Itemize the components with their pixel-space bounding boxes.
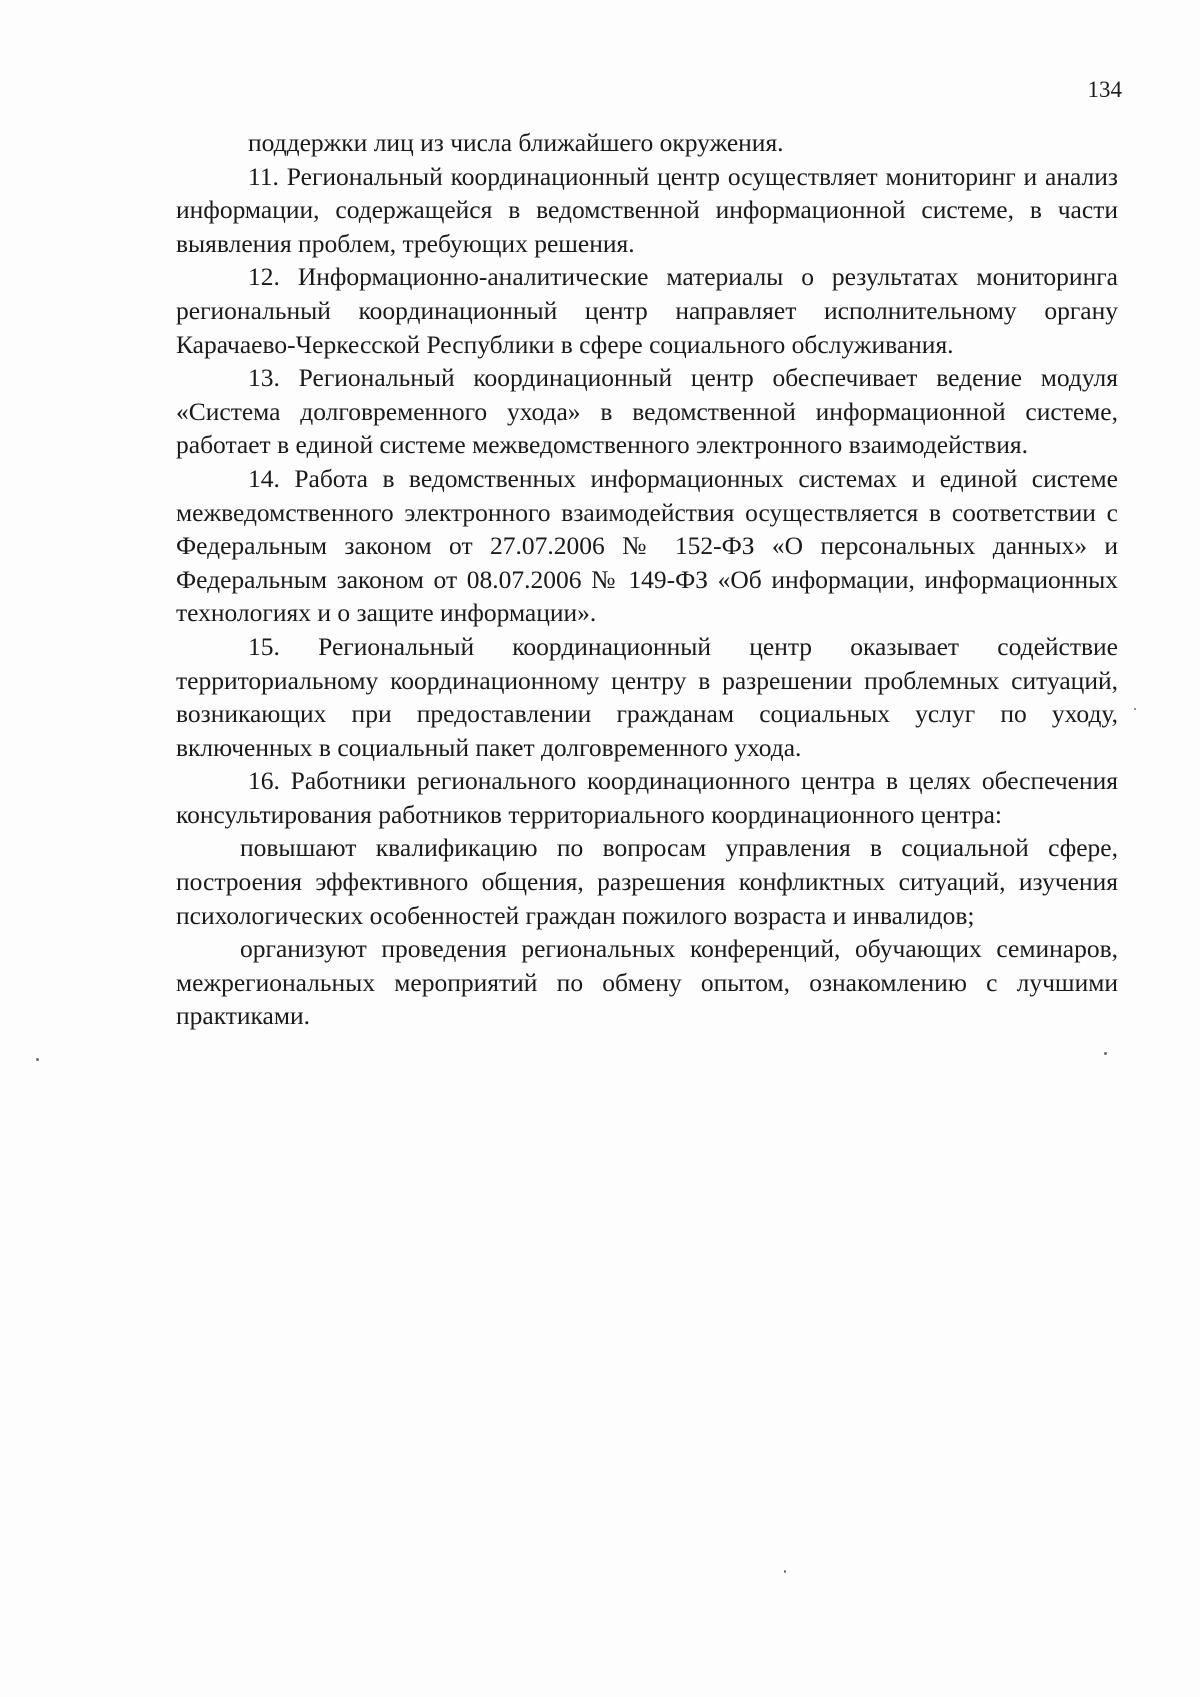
paragraph-11: 11. Региональный координационный центр осуществляет мониторинг и анализ информации, содержащейся в ведомственной информационной системе, в части выявления проблем, требующих решения. bbox=[176, 161, 1118, 258]
scan-speck bbox=[36, 1058, 39, 1061]
paragraph-12: 12. Информационно-аналитические материалы о результатах мониторинга региональный координационный центр направляет исполнительному органу Карачаево-Черкесской Республики в сфере социального обслуживания. bbox=[176, 262, 1118, 359]
scan-speck bbox=[784, 1570, 786, 1573]
paragraph-16-item-1: повышают квалификацию по вопросам управления в социальной сфере, построения эффективного общения, разрешения конфликтных ситуаций, изучения психологических особенностей граждан пожилого возраста и инвалидов; bbox=[176, 833, 1118, 930]
scan-speck bbox=[1104, 1052, 1107, 1055]
body-text bbox=[176, 126, 1118, 1033]
paragraph-16: 16. Работники регионального координационного центра в целях обеспечения консультирования работников территориального координационного центра: bbox=[176, 766, 1118, 829]
paragraph-15: 15. Региональный координационный центр оказывает содействие территориальному координационному центру в разрешении проблемных ситуаций, возникающих при предоставлении гражданам социальных услуг по уходу, включенных в социальный пакет долговременного ухода. bbox=[176, 631, 1118, 762]
paragraph-14: 14. Работа в ведомственных информационных системах и единой системе межведомственного электронного взаимодействия осуществляется в соответствии с Федеральным законом от 27.07.2006 № 152-ФЗ «О персональных данных» и Федеральным законом от 08.07.2006 № 149-ФЗ «Об информации, информационных технологиях и о защите информации». bbox=[176, 463, 1118, 628]
paragraph-13: 13. Региональный координационный центр обеспечивает ведение модуля «Система долговременного ухода» в ведомственной информационной системе, работает в единой системе межведомственного электронного взаимодействия. bbox=[176, 363, 1118, 460]
paragraph-continuation: поддержки лиц из числа ближайшего окружения. bbox=[248, 128, 784, 157]
scan-speck bbox=[1134, 708, 1136, 710]
paragraph-16-item-2: организуют проведения региональных конференций, обучающих семинаров, межрегиональных мероприятий по обмену опытом, ознакомлению с лучшими практиками. bbox=[176, 934, 1118, 1031]
page-number: 134 bbox=[1087, 77, 1122, 102]
